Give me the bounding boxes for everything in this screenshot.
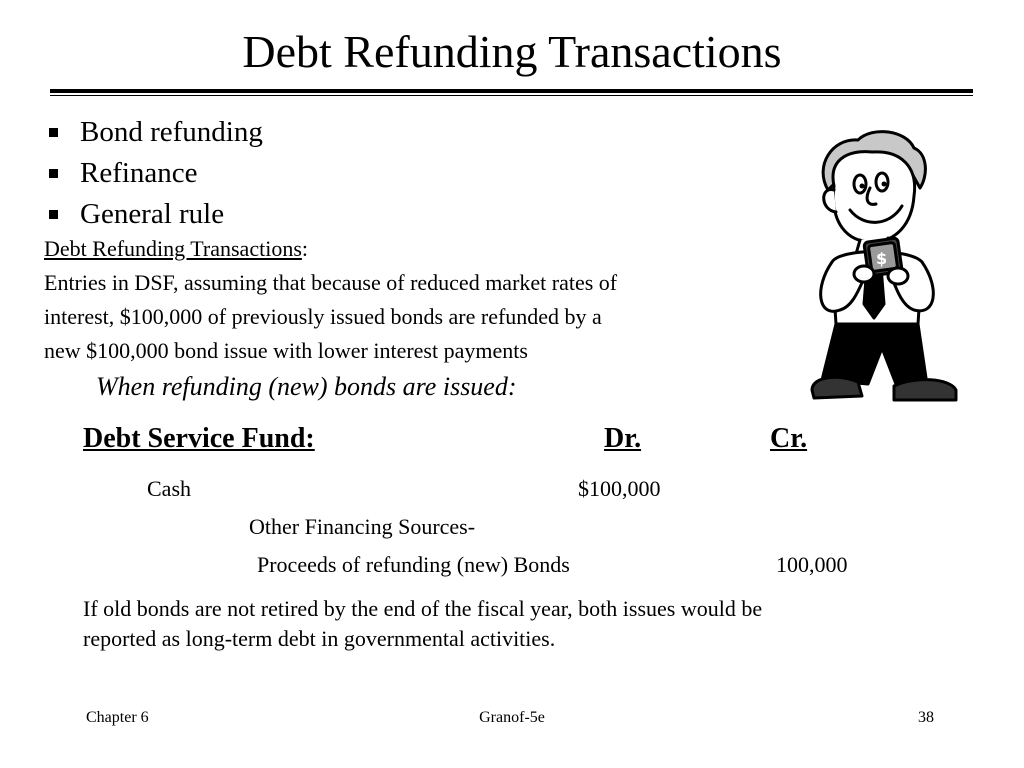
credit-amount: 100,000 — [776, 552, 848, 577]
credit-account-line2: Proceeds of refunding (new) Bonds — [257, 552, 570, 577]
footer-chapter: Chapter 6 — [86, 709, 149, 726]
debit-amount: $100,000 — [578, 476, 661, 501]
debit-column-header: Dr. — [604, 423, 642, 454]
debit-account: Cash — [147, 476, 191, 501]
slide-title: Debt Refunding Transactions — [242, 26, 782, 77]
footer-book: Granof-5e — [479, 709, 545, 726]
bullet-text: Refinance — [80, 157, 198, 189]
bullet-item — [44, 194, 263, 235]
square-bullet-icon — [49, 128, 58, 137]
note-line: If old bonds are not retired by the end of the fiscal year, both issues would be — [83, 596, 763, 621]
paragraph-line: Entries in DSF, assuming that because of reduced market rates of — [44, 270, 618, 295]
note-line: reported as long-term debt in governmental activities. — [83, 626, 556, 651]
title-rule-thin — [50, 95, 973, 96]
svg-text:$: $ — [876, 249, 888, 268]
footer-page-number: 38 — [918, 709, 934, 726]
cartoon-man-with-money-icon — [810, 128, 960, 410]
square-bullet-icon — [49, 210, 58, 219]
section-heading-colon: : — [301, 236, 309, 261]
fund-label: Debt Service Fund: — [83, 423, 315, 454]
bullet-item — [44, 112, 263, 153]
bullet-list — [44, 112, 263, 235]
bullet-text: Bond refunding — [80, 116, 263, 148]
title-rule-thick — [50, 89, 973, 93]
square-bullet-icon — [49, 169, 58, 178]
section-heading-text: Debt Refunding Transactions — [44, 236, 302, 261]
credit-account-line1: Other Financing Sources- — [249, 514, 476, 539]
paragraph-line: interest, $100,000 of previously issued bonds are refunded by a — [44, 304, 602, 329]
italic-heading: When refunding (new) bonds are issued: — [96, 372, 517, 401]
bullet-item — [44, 153, 263, 194]
credit-column-header: Cr. — [770, 423, 808, 454]
paragraph-line: new $100,000 bond issue with lower interest payments — [44, 338, 528, 363]
section-heading — [44, 232, 308, 266]
bullet-text: General rule — [80, 198, 225, 230]
